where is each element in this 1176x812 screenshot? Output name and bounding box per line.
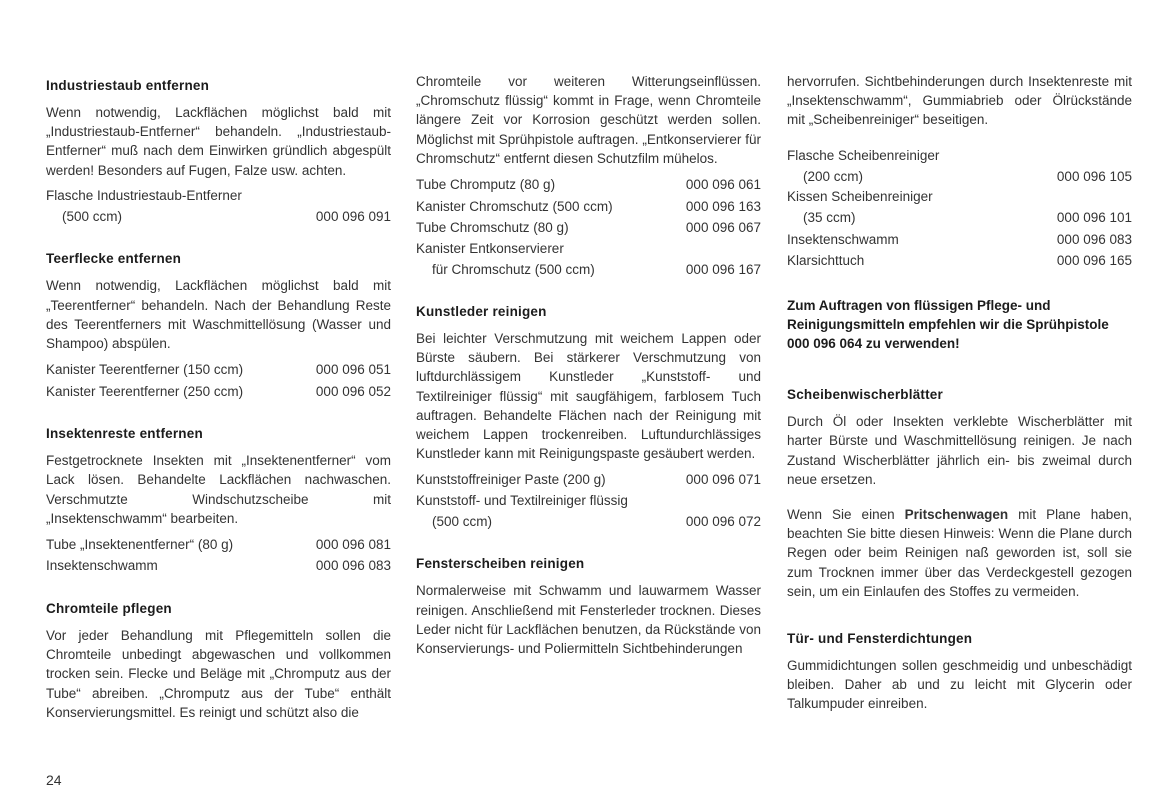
section-text-industrial-dust: Wenn notwendig, Lackflächen möglichst bald mit „Industriestaub-Entferner“ behandeln. „Industriestaub-Entferner“ muß nach dem Einwirken gründlich abgespült werden! Besonders auf Fugen, Falze usw. achten. <box>46 105 391 178</box>
part-number: 000 096 052 <box>315 383 391 399</box>
section-text-wipers: Durch Öl oder Insekten verklebte Wischerblätter mit harter Bürste und Waschmittellösung reinigen. Je nach Zustand Wischerblätter jährlich ein- bis zweimal durch neue ersetzen. <box>787 414 1132 487</box>
part-number: 000 096 091 <box>315 208 391 224</box>
product-row <box>416 174 761 196</box>
section-heading-industrial-dust: Industriestaub entfernen <box>46 78 210 93</box>
product-name: Kissen Scheibenreiniger <box>787 189 933 205</box>
product-row <box>416 196 761 218</box>
product-name: Kanister Teerentferner (150 ccm) <box>46 362 244 378</box>
section-text-leather: Bei leichter Verschmutzung mit weichem Lappen oder Bürste säubern. Bei stärkerer Verschmutzung von luftdurchlässigem Kunstleder „Kunststoff- und Textilreiniger flüssig“ mit saugfähigem, farblosem Tuch auftragen. Behandelte Flächen nach der Reinigung mit weichem Lappen trockenreiben. Luftundurchlässiges Kunstleder kann mit Reinigungspaste gesäubert werden. <box>416 331 761 462</box>
column-right <box>787 72 1132 720</box>
product-size: (500 ccm) <box>62 208 123 224</box>
product-name: Insektenschwamm <box>787 231 899 247</box>
text-fragment: Wenn Sie einen <box>787 507 905 523</box>
pickup-term: Pritschenwagen <box>904 507 1009 523</box>
part-number: 000 096 051 <box>315 362 391 378</box>
product-row <box>46 555 391 577</box>
spray-gun-note: Zum Auftragen von flüssigen Pflege- und Reinigungsmitteln empfehlen wir die Sprühpistole 000 096 064 zu verwenden! <box>787 297 1109 352</box>
part-number: 000 096 061 <box>685 177 761 193</box>
section-heading-seals: Tür- und Fensterdichtungen <box>787 631 973 647</box>
part-number: 000 096 067 <box>685 220 761 236</box>
product-size: für Chromschutz (500 ccm) <box>432 261 595 277</box>
section-heading-leather: Kunstleder reinigen <box>416 304 547 320</box>
section-heading-tar: Teerflecke entfernen <box>46 251 182 267</box>
product-row <box>46 206 391 228</box>
part-number: 000 096 167 <box>685 261 761 277</box>
part-number: 000 096 072 <box>685 513 761 529</box>
product-row <box>787 229 1132 251</box>
section-heading-insects: Insektenreste entfernen <box>46 426 203 442</box>
product-name: Kanister Teerentferner (250 ccm) <box>46 383 244 399</box>
part-number: 000 096 105 <box>1056 168 1132 184</box>
section-text-insects: Festgetrocknete Insekten mit „Insektenentferner“ vom Lack lösen. Behandelte Lackflächen nachwaschen. Verschmutzte Windschutzscheibe mit „Insektenschwamm“ bearbeiten. <box>46 453 391 526</box>
part-number: 000 096 081 <box>315 536 391 552</box>
section-text-windows: Normalerweise mit Schwamm und lauwarmem Wasser reinigen. Anschließend mit Fensterleder trocknen. Dieses Leder nicht für Lackflächen benutzen, da Rückstände von Konservierungs- und Poliermitteln Sichtbehinderungen <box>416 583 761 657</box>
part-number: 000 096 165 <box>1056 253 1132 269</box>
product-row <box>416 469 761 491</box>
column-middle <box>416 72 761 664</box>
product-row <box>787 250 1132 272</box>
product-name: Kunststoffreiniger Paste (200 g) <box>416 472 606 488</box>
product-name: Kunststoff- und Textilreiniger flüssig <box>416 492 628 508</box>
section-text-tar: Wenn notwendig, Lackflächen möglichst bald mit „Teerentferner“ behandeln. Nach der Behandlung Reste des Teerentferners mit Waschmittellösung (Wasser und Shampoo) abspülen. <box>46 278 391 351</box>
product-row <box>416 217 761 239</box>
product-name: Flasche Industriestaub-Entferner <box>46 187 242 203</box>
product-name: Kanister Entkonservierer <box>416 240 564 256</box>
product-row <box>416 259 761 281</box>
section-heading-chrome: Chromteile pflegen <box>46 600 172 616</box>
part-number: 000 096 071 <box>685 472 761 488</box>
product-row <box>787 166 1132 188</box>
product-name: Tube Chromputz (80 g) <box>416 177 556 193</box>
section-heading-wipers: Scheibenwischerblätter <box>787 387 943 403</box>
product-size: (200 ccm) <box>803 168 864 184</box>
part-number: 000 096 163 <box>685 198 761 214</box>
product-name: Tube „Insektenentferner“ (80 g) <box>46 536 234 552</box>
product-row <box>787 207 1132 229</box>
section-text-pickup-note <box>787 505 1132 601</box>
page-number: 24 <box>46 772 62 788</box>
section-text-chrome-cont: Chromteile vor weiteren Witterungseinflüssen. „Chromschutz flüssig“ kommt in Frage, wenn Chromteile längere Zeit vor Korrosion geschützt werden sollen. Möglichst mit Sprühpistole auftragen. „Entkonservierer für Chromschutz“ entfernt diesen Schutzfilm mühelos. <box>416 74 761 166</box>
part-number: 000 096 101 <box>1056 210 1132 226</box>
product-name: Kanister Chromschutz (500 ccm) <box>416 198 613 214</box>
product-row <box>46 534 391 556</box>
product-name: Insektenschwamm <box>46 558 158 574</box>
product-row <box>416 511 761 533</box>
product-size: (500 ccm) <box>432 513 493 529</box>
section-text-windows-cont: hervorrufen. Sichtbehinderungen durch Insektenreste mit „Insektenschwamm“, Gummiabrieb oder Ölrückstände mit „Scheibenreiniger“ beseitigen. <box>787 74 1132 128</box>
column-left <box>46 72 391 728</box>
part-number: 000 096 083 <box>1056 231 1132 247</box>
product-name: Klarsichttuch <box>787 253 865 269</box>
product-name: Flasche Scheibenreiniger <box>787 147 940 163</box>
section-heading-windows: Fensterscheiben reinigen <box>416 556 585 572</box>
product-row <box>46 381 391 403</box>
product-row <box>46 359 391 381</box>
product-name: Tube Chromschutz (80 g) <box>416 220 569 236</box>
section-text-chrome: Vor jeder Behandlung mit Pflegemitteln sollen die Chromteile unbedingt abgewaschen und vollkommen trocken sein. Flecke und Beläge mit „Chromputz aus der Tube“ abreiben. „Chromputz aus der Tube“ enthält Konservierungsmittel. Es reinigt und schützt also die <box>46 627 391 720</box>
section-text-seals: Gummidichtungen sollen geschmeidig und unbeschädigt bleiben. Daher ab und zu leicht mit Glycerin oder Talkumpuder einreiben. <box>787 658 1132 712</box>
part-number: 000 096 083 <box>315 558 391 574</box>
text-fragment: mit Plane haben, beachten Sie bitte diesen Hinweis: Wenn die Plane durch Regen oder beim Reinigen naß geworden ist, soll sie zum Trocknen immer über das Verdeckgestell gezogen sein, um ein Einlaufen des Stoffes zu vermeiden. <box>787 507 1132 599</box>
product-size: (35 ccm) <box>803 210 856 226</box>
